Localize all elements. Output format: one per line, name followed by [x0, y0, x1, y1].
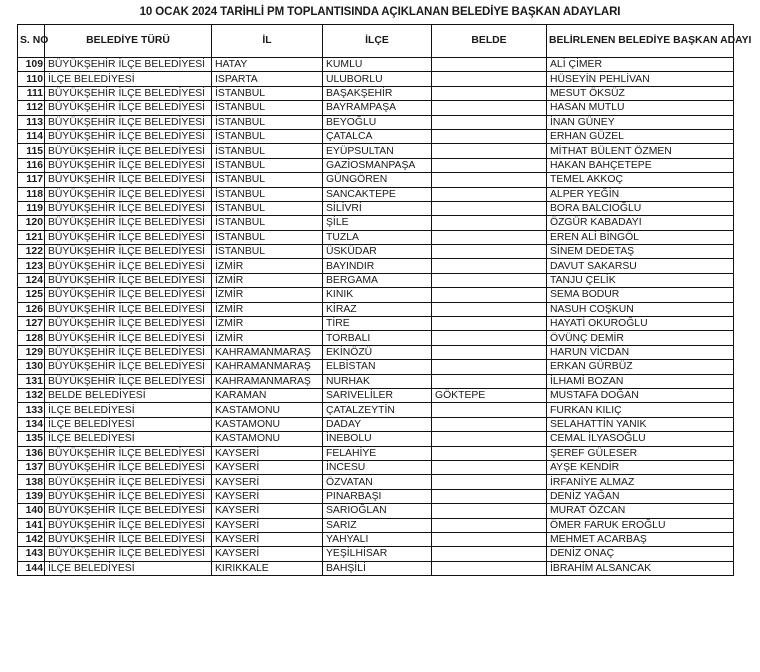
province-cell: KAHRAMANMARAŞ: [212, 374, 323, 388]
municipality-type-cell: BÜYÜKŞEHİR İLÇE BELEDİYESİ: [45, 115, 212, 129]
header-candidate: BELİRLENEN BELEDİYE BAŞKAN ADAYI: [547, 25, 734, 58]
candidate-name-cell: MESUT ÖKSÜZ: [547, 86, 734, 100]
document-title: 10 OCAK 2024 TARİHLİ PM TOPLANTISINDA AÇIKLANAN BELEDİYE BAŞKAN ADAYLARI: [139, 6, 621, 18]
municipality-type-cell: BÜYÜKŞEHİR İLÇE BELEDİYESİ: [45, 460, 212, 474]
table-row: [18, 302, 734, 316]
candidate-name-cell: İNAN GÜNEY: [547, 115, 734, 129]
town-cell: [432, 360, 547, 374]
candidate-name-cell: HASAN MUTLU: [547, 101, 734, 115]
province-cell: İSTANBUL: [212, 187, 323, 201]
row-number-cell: 142: [18, 532, 45, 546]
table-row: [18, 331, 734, 345]
municipality-type-cell: İLÇE BELEDİYESİ: [45, 72, 212, 86]
province-cell: KASTAMONU: [212, 403, 323, 417]
table-row: [18, 475, 734, 489]
province-cell: İSTANBUL: [212, 129, 323, 143]
row-number-cell: 130: [18, 360, 45, 374]
table-body: [18, 58, 734, 576]
candidate-name-cell: DENİZ YAĞAN: [547, 489, 734, 503]
row-number-cell: 136: [18, 446, 45, 460]
candidate-name-cell: ALPER YEĞİN: [547, 187, 734, 201]
district-cell: BERGAMA: [323, 273, 432, 287]
row-number-cell: 118: [18, 187, 45, 201]
row-number-cell: 119: [18, 201, 45, 215]
district-cell: ŞİLE: [323, 216, 432, 230]
row-number-cell: 122: [18, 245, 45, 259]
town-cell: [432, 288, 547, 302]
municipality-type-cell: BÜYÜKŞEHİR İLÇE BELEDİYESİ: [45, 331, 212, 345]
row-number-cell: 125: [18, 288, 45, 302]
municipality-type-cell: İLÇE BELEDİYESİ: [45, 403, 212, 417]
table-row: [18, 547, 734, 561]
row-number-cell: 117: [18, 173, 45, 187]
district-cell: ULUBORLU: [323, 72, 432, 86]
municipality-type-cell: BÜYÜKŞEHİR İLÇE BELEDİYESİ: [45, 532, 212, 546]
row-number-cell: 133: [18, 403, 45, 417]
row-number-cell: 132: [18, 388, 45, 402]
candidate-name-cell: SİNEM DEDETAŞ: [547, 245, 734, 259]
candidate-name-cell: İRFANİYE ALMAZ: [547, 475, 734, 489]
table-row: [18, 460, 734, 474]
district-cell: YAHYALI: [323, 532, 432, 546]
district-cell: DADAY: [323, 417, 432, 431]
candidate-name-cell: HARUN VİCDAN: [547, 345, 734, 359]
table-row: [18, 317, 734, 331]
municipality-type-cell: BÜYÜKŞEHİR İLÇE BELEDİYESİ: [45, 173, 212, 187]
table-row: [18, 432, 734, 446]
province-cell: İZMİR: [212, 259, 323, 273]
candidate-name-cell: FURKAN KILIÇ: [547, 403, 734, 417]
table-row: [18, 86, 734, 100]
province-cell: İSTANBUL: [212, 230, 323, 244]
candidate-name-cell: DAVUT SAKARSU: [547, 259, 734, 273]
table-row: [18, 158, 734, 172]
row-number-cell: 143: [18, 547, 45, 561]
table-row: [18, 532, 734, 546]
table-row: [18, 144, 734, 158]
town-cell: [432, 216, 547, 230]
district-cell: SARIOĞLAN: [323, 504, 432, 518]
district-cell: YEŞİLHİSAR: [323, 547, 432, 561]
municipality-type-cell: BÜYÜKŞEHİR İLÇE BELEDİYESİ: [45, 317, 212, 331]
candidate-name-cell: ERHAN GÜZEL: [547, 129, 734, 143]
province-cell: ISPARTA: [212, 72, 323, 86]
candidate-name-cell: HAYATİ OKUROĞLU: [547, 317, 734, 331]
row-number-cell: 128: [18, 331, 45, 345]
town-cell: [432, 317, 547, 331]
candidate-name-cell: SEMA BODUR: [547, 288, 734, 302]
district-cell: SARIZ: [323, 518, 432, 532]
table-row: [18, 72, 734, 86]
row-number-cell: 141: [18, 518, 45, 532]
candidate-name-cell: SELAHATTİN YANIK: [547, 417, 734, 431]
header-district: İLÇE: [323, 25, 432, 58]
row-number-cell: 115: [18, 144, 45, 158]
district-cell: ÇATALZEYTİN: [323, 403, 432, 417]
province-cell: İSTANBUL: [212, 201, 323, 215]
header-municipality-type: BELEDİYE TÜRÜ: [45, 25, 212, 58]
province-cell: KARAMAN: [212, 388, 323, 402]
province-cell: İZMİR: [212, 273, 323, 287]
row-number-cell: 114: [18, 129, 45, 143]
candidate-name-cell: AYŞE KENDİR: [547, 460, 734, 474]
candidate-name-cell: DENİZ ONAÇ: [547, 547, 734, 561]
town-cell: [432, 302, 547, 316]
header-town: BELDE: [432, 25, 547, 58]
district-cell: TORBALI: [323, 331, 432, 345]
municipality-type-cell: BÜYÜKŞEHİR İLÇE BELEDİYESİ: [45, 518, 212, 532]
candidate-name-cell: HÜSEYİN PEHLİVAN: [547, 72, 734, 86]
district-cell: İNEBOLU: [323, 432, 432, 446]
municipality-type-cell: BÜYÜKŞEHİR İLÇE BELEDİYESİ: [45, 245, 212, 259]
candidate-name-cell: ERKAN GÜRBÜZ: [547, 360, 734, 374]
table-row: [18, 504, 734, 518]
province-cell: İZMİR: [212, 288, 323, 302]
district-cell: ÇATALCA: [323, 129, 432, 143]
town-cell: [432, 58, 547, 72]
header-row: [18, 25, 734, 58]
candidate-name-cell: MURAT ÖZCAN: [547, 504, 734, 518]
province-cell: İSTANBUL: [212, 144, 323, 158]
municipality-type-cell: İLÇE BELEDİYESİ: [45, 432, 212, 446]
row-number-cell: 139: [18, 489, 45, 503]
province-cell: KAYSERİ: [212, 489, 323, 503]
candidate-name-cell: TEMEL AKKOÇ: [547, 173, 734, 187]
province-cell: KAYSERİ: [212, 532, 323, 546]
candidate-name-cell: ÖMER FARUK EROĞLU: [547, 518, 734, 532]
town-cell: [432, 259, 547, 273]
candidate-name-cell: İLHAMİ BOZAN: [547, 374, 734, 388]
row-number-cell: 112: [18, 101, 45, 115]
table-row: [18, 101, 734, 115]
town-cell: [432, 86, 547, 100]
header-province: İL: [212, 25, 323, 58]
candidates-table: [17, 24, 752, 576]
town-cell: [432, 245, 547, 259]
table-row: [18, 518, 734, 532]
district-cell: SANCAKTEPE: [323, 187, 432, 201]
candidate-name-cell: EREN ALİ BİNGÖL: [547, 230, 734, 244]
district-cell: KİRAZ: [323, 302, 432, 316]
municipality-type-cell: BÜYÜKŞEHİR İLÇE BELEDİYESİ: [45, 302, 212, 316]
candidate-name-cell: ALİ ÇİMER: [547, 58, 734, 72]
province-cell: KAYSERİ: [212, 547, 323, 561]
row-number-cell: 110: [18, 72, 45, 86]
province-cell: KASTAMONU: [212, 417, 323, 431]
town-cell: [432, 101, 547, 115]
town-cell: [432, 345, 547, 359]
province-cell: KAHRAMANMARAŞ: [212, 345, 323, 359]
district-cell: İNCESU: [323, 460, 432, 474]
district-cell: FELAHİYE: [323, 446, 432, 460]
row-number-cell: 140: [18, 504, 45, 518]
municipality-type-cell: BÜYÜKŞEHİR İLÇE BELEDİYESİ: [45, 288, 212, 302]
province-cell: İSTANBUL: [212, 158, 323, 172]
table-row: [18, 288, 734, 302]
district-cell: NURHAK: [323, 374, 432, 388]
candidate-name-cell: İBRAHİM ALSANCAK: [547, 561, 734, 575]
table-row: [18, 388, 734, 402]
municipality-type-cell: BÜYÜKŞEHİR İLÇE BELEDİYESİ: [45, 201, 212, 215]
candidate-name-cell: ÖVÜNÇ DEMİR: [547, 331, 734, 345]
province-cell: KASTAMONU: [212, 432, 323, 446]
province-cell: KAYSERİ: [212, 460, 323, 474]
province-cell: İZMİR: [212, 317, 323, 331]
district-cell: GAZİOSMANPAŞA: [323, 158, 432, 172]
row-number-cell: 126: [18, 302, 45, 316]
province-cell: KAYSERİ: [212, 518, 323, 532]
town-cell: [432, 374, 547, 388]
municipality-type-cell: BÜYÜKŞEHİR İLÇE BELEDİYESİ: [45, 547, 212, 561]
district-cell: BAŞAKŞEHİR: [323, 86, 432, 100]
row-number-cell: 116: [18, 158, 45, 172]
row-number-cell: 124: [18, 273, 45, 287]
province-cell: KAYSERİ: [212, 504, 323, 518]
province-cell: KAYSERİ: [212, 446, 323, 460]
municipality-type-cell: BÜYÜKŞEHİR İLÇE BELEDİYESİ: [45, 374, 212, 388]
candidate-name-cell: TANJU ÇELİK: [547, 273, 734, 287]
town-cell: [432, 144, 547, 158]
town-cell: [432, 561, 547, 575]
province-cell: İZMİR: [212, 331, 323, 345]
town-cell: [432, 72, 547, 86]
municipality-type-cell: BÜYÜKŞEHİR İLÇE BELEDİYESİ: [45, 216, 212, 230]
province-cell: İSTANBUL: [212, 115, 323, 129]
town-cell: [432, 331, 547, 345]
table-row: [18, 273, 734, 287]
district-cell: EYÜPSULTAN: [323, 144, 432, 158]
row-number-cell: 111: [18, 86, 45, 100]
municipality-type-cell: BÜYÜKŞEHİR İLÇE BELEDİYESİ: [45, 504, 212, 518]
district-cell: TİRE: [323, 317, 432, 331]
municipality-type-cell: BÜYÜKŞEHİR İLÇE BELEDİYESİ: [45, 489, 212, 503]
municipality-type-cell: BÜYÜKŞEHİR İLÇE BELEDİYESİ: [45, 86, 212, 100]
header-no: S. NO: [18, 25, 45, 58]
candidate-name-cell: MUSTAFA DOĞAN: [547, 388, 734, 402]
municipality-type-cell: BÜYÜKŞEHİR İLÇE BELEDİYESİ: [45, 144, 212, 158]
municipality-type-cell: BELDE BELEDİYESİ: [45, 388, 212, 402]
town-cell: [432, 417, 547, 431]
town-cell: [432, 532, 547, 546]
district-cell: SİLİVRİ: [323, 201, 432, 215]
town-cell: GÖKTEPE: [432, 388, 547, 402]
table-row: [18, 245, 734, 259]
province-cell: İSTANBUL: [212, 86, 323, 100]
row-number-cell: 131: [18, 374, 45, 388]
province-cell: KAHRAMANMARAŞ: [212, 360, 323, 374]
district-cell: ÖZVATAN: [323, 475, 432, 489]
district-cell: ELBİSTAN: [323, 360, 432, 374]
table-row: [18, 230, 734, 244]
row-number-cell: 123: [18, 259, 45, 273]
table-row: [18, 115, 734, 129]
town-cell: [432, 489, 547, 503]
candidate-name-cell: ŞEREF GÜLESER: [547, 446, 734, 460]
municipality-type-cell: BÜYÜKŞEHİR İLÇE BELEDİYESİ: [45, 360, 212, 374]
district-cell: ÜSKÜDAR: [323, 245, 432, 259]
district-cell: GÜNGÖREN: [323, 173, 432, 187]
province-cell: İSTANBUL: [212, 216, 323, 230]
candidate-name-cell: MEHMET ACARBAŞ: [547, 532, 734, 546]
municipality-type-cell: BÜYÜKŞEHİR İLÇE BELEDİYESİ: [45, 446, 212, 460]
row-number-cell: 137: [18, 460, 45, 474]
candidate-name-cell: HAKAN BAHÇETEPE: [547, 158, 734, 172]
table-row: [18, 417, 734, 431]
town-cell: [432, 547, 547, 561]
table-row: [18, 403, 734, 417]
province-cell: İSTANBUL: [212, 245, 323, 259]
table-row: [18, 259, 734, 273]
municipality-type-cell: BÜYÜKŞEHİR İLÇE BELEDİYESİ: [45, 158, 212, 172]
table-row: [18, 374, 734, 388]
town-cell: [432, 518, 547, 532]
table-row: [18, 489, 734, 503]
municipality-type-cell: BÜYÜKŞEHİR İLÇE BELEDİYESİ: [45, 101, 212, 115]
district-cell: PINARBAŞI: [323, 489, 432, 503]
row-number-cell: 113: [18, 115, 45, 129]
town-cell: [432, 173, 547, 187]
table-row: [18, 216, 734, 230]
district-cell: KUMLU: [323, 58, 432, 72]
district-cell: BAYRAMPAŞA: [323, 101, 432, 115]
municipality-type-cell: İLÇE BELEDİYESİ: [45, 561, 212, 575]
town-cell: [432, 129, 547, 143]
town-cell: [432, 475, 547, 489]
district-cell: TUZLA: [323, 230, 432, 244]
district-cell: BAHŞİLİ: [323, 561, 432, 575]
town-cell: [432, 230, 547, 244]
table-row: [18, 561, 734, 575]
row-number-cell: 129: [18, 345, 45, 359]
province-cell: İZMİR: [212, 302, 323, 316]
town-cell: [432, 504, 547, 518]
row-number-cell: 120: [18, 216, 45, 230]
province-cell: İSTANBUL: [212, 101, 323, 115]
row-number-cell: 144: [18, 561, 45, 575]
table-row: [18, 129, 734, 143]
town-cell: [432, 115, 547, 129]
row-number-cell: 127: [18, 317, 45, 331]
district-cell: EKİNÖZÜ: [323, 345, 432, 359]
municipality-type-cell: BÜYÜKŞEHİR İLÇE BELEDİYESİ: [45, 230, 212, 244]
row-number-cell: 138: [18, 475, 45, 489]
table-row: [18, 187, 734, 201]
province-cell: HATAY: [212, 58, 323, 72]
town-cell: [432, 432, 547, 446]
district-cell: KINIK: [323, 288, 432, 302]
province-cell: KIRIKKALE: [212, 561, 323, 575]
municipality-type-cell: BÜYÜKŞEHİR İLÇE BELEDİYESİ: [45, 475, 212, 489]
table-row: [18, 345, 734, 359]
candidate-name-cell: MİTHAT BÜLENT ÖZMEN: [547, 144, 734, 158]
town-cell: [432, 460, 547, 474]
town-cell: [432, 158, 547, 172]
municipality-type-cell: BÜYÜKŞEHİR İLÇE BELEDİYESİ: [45, 345, 212, 359]
table-row: [18, 173, 734, 187]
municipality-type-cell: BÜYÜKŞEHİR İLÇE BELEDİYESİ: [45, 259, 212, 273]
municipality-type-cell: İLÇE BELEDİYESİ: [45, 417, 212, 431]
candidate-name-cell: ÖZGÜR KABADAYI: [547, 216, 734, 230]
municipality-type-cell: BÜYÜKŞEHİR İLÇE BELEDİYESİ: [45, 58, 212, 72]
row-number-cell: 135: [18, 432, 45, 446]
province-cell: İSTANBUL: [212, 173, 323, 187]
town-cell: [432, 187, 547, 201]
table-row: [18, 446, 734, 460]
municipality-type-cell: BÜYÜKŞEHİR İLÇE BELEDİYESİ: [45, 273, 212, 287]
table-row: [18, 58, 734, 72]
district-cell: SARIVELİLER: [323, 388, 432, 402]
town-cell: [432, 446, 547, 460]
province-cell: KAYSERİ: [212, 475, 323, 489]
town-cell: [432, 273, 547, 287]
candidate-name-cell: BORA BALCIOĞLU: [547, 201, 734, 215]
candidate-name-cell: NASUH COŞKUN: [547, 302, 734, 316]
municipality-type-cell: BÜYÜKŞEHİR İLÇE BELEDİYESİ: [45, 187, 212, 201]
table-row: [18, 360, 734, 374]
row-number-cell: 121: [18, 230, 45, 244]
town-cell: [432, 403, 547, 417]
district-cell: BAYINDIR: [323, 259, 432, 273]
candidate-name-cell: CEMAL İLYASOĞLU: [547, 432, 734, 446]
row-number-cell: 109: [18, 58, 45, 72]
municipality-type-cell: BÜYÜKŞEHİR İLÇE BELEDİYESİ: [45, 129, 212, 143]
town-cell: [432, 201, 547, 215]
table-row: [18, 201, 734, 215]
row-number-cell: 134: [18, 417, 45, 431]
district-cell: BEYOĞLU: [323, 115, 432, 129]
